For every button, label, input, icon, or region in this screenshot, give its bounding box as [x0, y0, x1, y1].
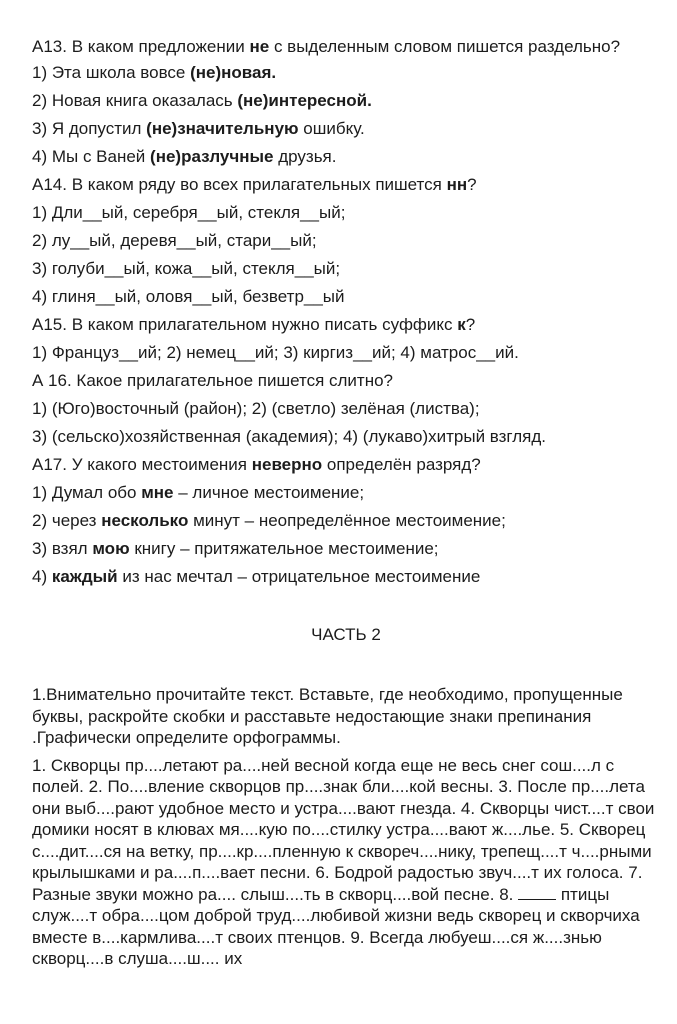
option-text: ошибку. [298, 119, 365, 138]
option-highlight: (не)новая. [190, 63, 277, 82]
question-a15 [32, 314, 660, 336]
a13-option-1 [32, 62, 660, 84]
a17-option-3 [32, 538, 660, 560]
task-instruction: 1.Внимательно прочитайте текст. Вставьте, где необходимо, пропущенные буквы, раскройте скобки и расставьте недостающие знаки препинания .Графически определите орфограммы. [32, 685, 623, 747]
option-text: 2) Новая книга оказалась [32, 91, 238, 110]
question-a13 [32, 36, 660, 58]
section-title: ЧАСТЬ 2 [311, 625, 381, 644]
option-text: минут – неопределённое местоимение; [188, 511, 506, 530]
question-a16: А 16. Какое прилагательное пишется слитно? [32, 371, 394, 390]
question-keyword: к [457, 315, 466, 334]
a14-option-1: 1) Дли__ый, серебря__ый, стекля__ый; [32, 203, 346, 222]
worksheet-page [32, 36, 660, 976]
question-text: А14. В каком ряду во всех прилагательных пишется [32, 175, 447, 194]
question-text: ? [465, 315, 476, 334]
option-highlight: (не)разлучные [150, 147, 274, 166]
exercise-text [32, 755, 660, 970]
a14-option-2: 2) лу__ый, деревя__ый, стари__ый; [32, 231, 317, 250]
question-a14 [32, 174, 660, 196]
question-text: с выделенным словом пишется раздельно? [269, 37, 621, 56]
exercise-text-part: птицы служ....т обра....цом доброй труд....любивой жизни ведь скворец и скворчиха вместе в....кармлива....т своих птенцов. 9. Всегда любуеш....ся ж....знью скворц....в слуша....ш.... их [32, 884, 640, 968]
question-keyword: не [249, 37, 270, 56]
question-text: A13. В каком предложении [32, 37, 250, 56]
a13-option-4 [32, 146, 660, 168]
question-text: определён разряд? [322, 455, 481, 474]
option-text: 1) Эта школа вовсе [32, 63, 191, 82]
question-a17 [32, 454, 660, 476]
question-keyword: нн [446, 175, 468, 194]
option-highlight: мою [92, 539, 130, 558]
answer-blank [518, 885, 556, 900]
option-highlight: (не)интересной. [237, 91, 372, 110]
question-keyword: неверно [251, 455, 323, 474]
option-text: 1) Думал обо [32, 483, 142, 502]
option-highlight: (не)значительную [146, 119, 299, 138]
a17-option-4 [32, 566, 660, 588]
question-text: А15. В каком прилагательном нужно писать суффикс [32, 315, 458, 334]
option-highlight: несколько [101, 511, 189, 530]
option-text: 2) через [32, 511, 102, 530]
a14-option-4: 4) глиня__ый, оловя__ый, безветр__ый [32, 287, 345, 306]
question-text: А17. У какого местоимения [32, 455, 252, 474]
option-text: 3) взял [32, 539, 93, 558]
a13-option-3 [32, 118, 660, 140]
option-text: из нас мечтал – отрицательное местоимение [117, 567, 481, 586]
option-text: – личное местоимение; [173, 483, 365, 502]
a14-option-3: 3) голуби__ый, кожа__ый, стекля__ый; [32, 259, 341, 278]
option-highlight: каждый [51, 567, 118, 586]
a17-option-2 [32, 510, 660, 532]
option-highlight: мне [141, 483, 174, 502]
option-text: 3) Я допустил [32, 119, 147, 138]
a17-option-1 [32, 482, 660, 504]
a13-option-2 [32, 90, 660, 112]
option-text: 4) Мы с Ваней [32, 147, 151, 166]
a16-options-3-4: 3) (сельско)хозяйственная (академия); 4) (лукаво)хитрый взгляд. [32, 427, 547, 446]
option-text: книгу – притяжательное местоимение; [129, 539, 439, 558]
a15-options: 1) Француз__ий; 2) немец__ий; 3) киргиз__ий; 4) матрос__ий. [32, 343, 519, 362]
question-text: ? [467, 175, 477, 194]
a16-options-1-2: 1) (Юго)восточный (район); 2) (светло) зелёная (листва); [32, 399, 480, 418]
option-text: друзья. [273, 147, 337, 166]
option-text: 4) [32, 567, 52, 586]
exercise-text-part: 1. Скворцы пр....летают ра....ней весной когда еще не весь снег сош....л с полей. 2. По....вление скворцов пр....знак бли....кой весны. 3. После пр....лета они выб....рают удобное место и устра....вают гнезда. 4. Скворцы чист....т свои домики носят в клювах мя....кую по....стилку устра....вают ж....лье. 5. Скворец с....дит....ся на ветку, пр....кр....пленную к сквореч....нику, трепещ....т ч....рными крылышками и ра....п....вает песни. 6. Бодрой радостью звуч....т их голоса. 7. Разные звуки можно ра.... слыш....ть в скворц....вой песне. 8. [32, 755, 655, 904]
